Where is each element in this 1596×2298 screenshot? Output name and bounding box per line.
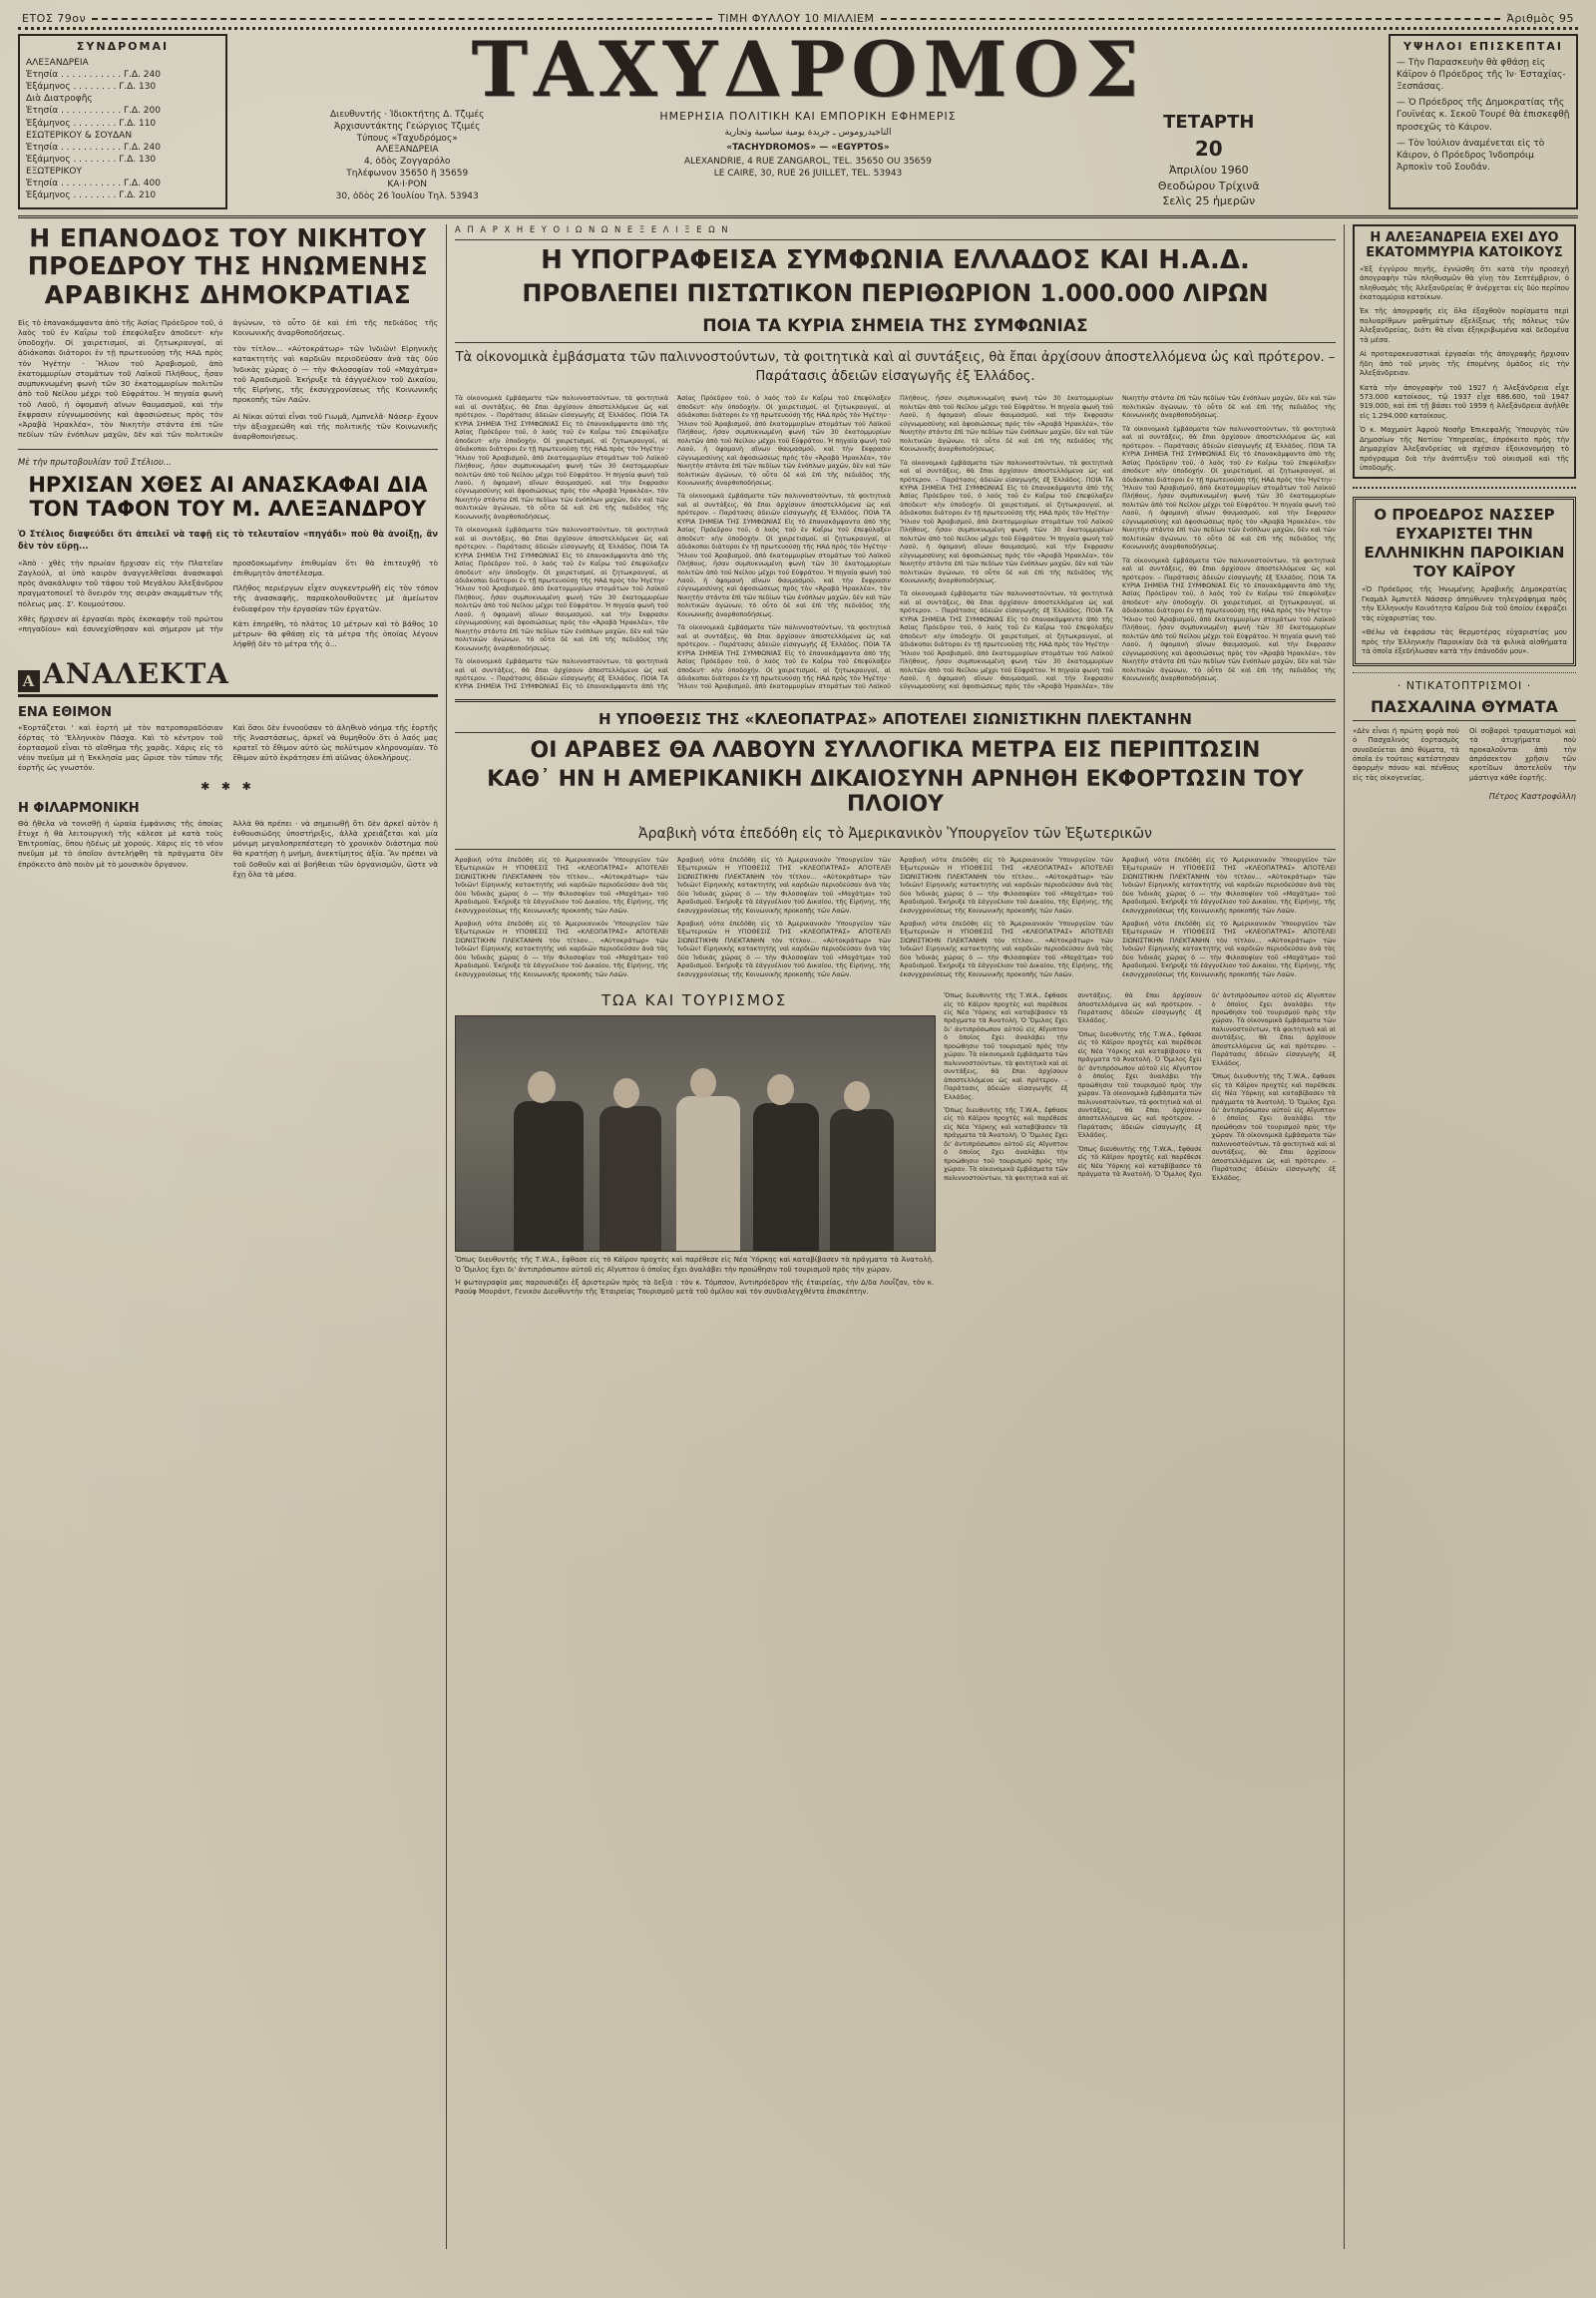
population-p2: Ἐκ τῆς ἀπογραφῆς εἰς ὅλα ἐξαχθοῦν πορίσματα περὶ πολυαρίθμων μαθημάτων ἐξελίξεως τῆς πόλεως τῶν Ἀλεξανδρείας, διότι θὰ εἶναι ἐξηκριβωμένα καὶ δεδομένα τὰ μέσα. xyxy=(1360,307,1569,344)
body-paragraph: Τὰ οἰκονομικὰ ἐμβάσματα τῶν παλιννοστούντων, τὰ φοιτητικὰ καὶ αἱ συντάξεις, θὰ ἔπαι ἀρχίσουν ἀποστελλόμενα ὡς καὶ πρότερον. – Παράτασις ἀδειῶν εἰσαγωγῆς ἐξ Ἑλλάδος. ΠΟΙΑ ΤΑ ΚΥΡΙΑ ΣΗΜΕΙΑ ΤΗΣ ΣΥΜΦΩΝΙΑΣ Εἰς τὸ ἐπανακάμψαντα ἀπὸ τῆς Ἀσίας Πρόεδρον τοῦ, ὁ λαὸς τοῦ ἐν Καΐρω τοῦ ἐπεφύλαξεν ἀποδευτ· κὴν ὑποδοχήν. Οἱ χαιρετισμοί, αἱ ζητωκραυγαί, αἱ ἀδιάκοπαι διάτοροι ἐν τῇ πρωτευούσῃ τῆς ΗΑΔ πρὸς τὸν Ἡγέτην · Ἥλιον τοῦ Ἀραβισμοῦ, ἀπὸ ἑκατομμυρίων στομάτων τοῦ Λαϊκοῦ Πλήθους, ἦσαν συμπυκνωμένη φωνὴ τῶν 30 ἑκατομμυρίων πολιτῶν ἀπὸ τοῦ Νείλου μέχρι τοῦ Εὐφράτου. Ἡ πηγαία φωνὴ τοῦ Λαοῦ, ἡ ὀψομανὴ αἴνων θαυμασμοῦ, καὶ τὴν ἔκφρασιν εὐγνωμοσύνης καὶ ἀφοσιώσεως πρὸς τὸν «Ἀραβὰ Ἡρακλέα», τὸν Νικητὴν στάντα ἐπὶ τῶν πεδίων τῶν ἐνόπλων μαχῶν, δὲν καὶ τῶν πολιτικῶν ἀγώνων, τὸ οὗτο δὲ καὶ ἐπὶ τῆς πεδιάδος τῆς Κοινωνικῆς ἀναρθοποδήσεως. xyxy=(677,492,891,618)
visitor-item: — Τὴν Παρασκευὴν θὰ φθάσῃ εἰς Κάϊρον ὁ Πρόεδρος τῆς Ἰν· Ἐσταχίας-Ξεσπάσας. xyxy=(1396,57,1566,93)
nasser-thanks-box xyxy=(1353,497,1576,665)
imprint-line: 4, ὁδὸς Ζογγαρόλο xyxy=(363,156,451,167)
body-paragraph: Ὅπως διευθυντὴς τῆς Τ.W.A., ἔφθασε εἰς τὸ Κάϊρον προχτὲς καὶ παρέθεσε εἰς Νέα Ὑόρκης καὶ καταβίβασεν τὰ πράγματα τὰ Ἀνατολὴ. Ὁ Ὅμιλος ἔχει δι' ἀντιπρόσωπον αὐτοῦ εἰς Αἴγυπτον ὁ ὁποῖος ἔχει ἀναλάβει τὴν προώθησιν τοῦ τουρισμοῦ πρὸς τὴν χώραν. Τὰ οἰκονομικὰ ἐμβάσματα τῶν παλιννοστούντων, τὰ φοιτητικὰ καὶ αἱ συντάξεις, θὰ ἔπαι ἀρχίσουν ἀποστελλόμενα ὡς καὶ πρότερον. – Παράτασις ἀδειῶν εἰσαγωγῆς ἐξ Ἑλλάδος. xyxy=(1211,1072,1336,1182)
excavation-body-1: «Ἀπὸ · χθὲς τὴν πρωίαν ἤρχισαν εἰς τὴν Πλατεῖαν Ζαγλούλ, αἱ ὑπὸ καιρὸν ἀναγγελθεῖσαι ἀνασκαφαὶ πρὸς ἀνακάλυψιν τοῦ τάφου τοῦ Μεγάλου Ἀλεξάνδρου πραγματοποιεῖ τὸ ὄνειρόν της σειρὰν σκαμμάτων τῆς πόλεως μας. Σ'. Κουμούτσου. xyxy=(18,558,223,608)
article-lead-sign: Αἱ Νίκαι αὐταὶ εἶναι τοῦ Γιωμᾶ, Λμπνελᾶ· Νάσερ· ἔχουν τὴν ἀξιοχρεώθη καὶ τῆς πολιτικῆς τῶν Κοινωνικῆς ἀναρθοποιήσεως. xyxy=(232,411,438,441)
headline-arabs-line2: ΚΑΘ᾽ ΗΝ Η ΑΜΕΡΙΚΑΝΙΚΗ ΔΙΚΑΙΟΣΥΝΗ ΑΡΝΗΘΗ ΕΚΦΟΡΤΩΣΙΝ ΤΟΥ ΠΛΟΙΟΥ xyxy=(487,767,1304,818)
analekta-section-2-title: Η ΦΙΛΑΡΜΟΝΙΚΗ xyxy=(18,800,140,816)
date-moon: Σελὶς 25 ἡμερῶν xyxy=(1162,194,1256,208)
kicker-agreement: Α Π Α Ρ Χ Η Ε Υ Ο Ι Ω Ν Ω Ν Ε Ξ Ε Λ Ι Ξ Ε Ω Ν xyxy=(455,223,730,234)
date-saint: Θεοδώρου Τρίχινᾶ xyxy=(1157,179,1260,192)
easter-p2: Οἱ σοβαροὶ τραυματισμοὶ καὶ τὰ ἀτυχήματα ποὺ προκαλοῦνται ἀπὸ τὴν ἀπρόσεκτον χρῆσιν τῶν κροτίδων ἀποτελοῦν τὴν μάστιγα κάθε ἑορτῆς. xyxy=(1469,726,1576,782)
price-label: ΤΙΜΗ ΦΥΛΛΟΥ 10 ΜΙΛΛΙΕΜ xyxy=(718,12,875,25)
imprint-line: Ἀρχισυντάκτης Γεώργιος Τζιμές xyxy=(333,121,481,132)
section-divider-stars: ✱ ✱ ✱ xyxy=(200,779,255,793)
address-cairo: LE CAIRE, 30, RUE 26 JUILLET, TEL. 53943 xyxy=(713,168,903,179)
divider-right xyxy=(881,18,1501,20)
column-feature-label: · ΝΤΙΚΑΤΟΠΤΡΙΣΜΟΙ · xyxy=(1396,678,1532,692)
body-paragraph: Ἀραβικὴ νότα ἐπεδόθη εἰς τὸ Ἀμερικανικὸν Ὑπουργεῖον τῶν Ἐξωτερικῶν Η ΥΠΟΘΕΣΙΣ ΤΗΣ «ΚΛΕΟΠΑΤΡΑΣ» ΑΠΟΤΕΛΕΙ ΣΙΩΝΙΣΤΙΚΗΝ ΠΛΕΚΤΑΝΗΝ τὸν τίτλον... «Αὐτοκράτωρ» τῶν Ἰνδιῶν! Εἰρηνικὴς κατακτητὴς ναὶ καρδιῶν περιοδεύσαν ἀνὰ τὰς δύο Ἰνδικὰς χώρας ὁ — τὴν Φιλοσοφίαν τοῦ «Μαχάτμα» τοῦ Ἀραδισμοῦ. Ἐκήρυξε τὰ ἐάγγυέλιον τοῦ Δικαίου, τῆς Εἰρήνης, τῆς ἐκσυγχρονίσεως τῆς Κοινωνικῆς προκοπῆς τῶν Λαῶν. xyxy=(455,919,668,978)
subscription-line: Ἑξάμηνος . . . . . . . . Γ.Δ. 130 xyxy=(26,82,157,93)
analekta-section-1-title: ΕΝΑ ΕΘΙΜΟΝ xyxy=(18,704,112,720)
subscription-line: Ἑξάμηνος . . . . . . . . Γ.Δ. 130 xyxy=(26,154,157,165)
excavation-body-3: Πλῆθος περιέργων εἶχεν συγκεντρωθῆ εἰς τὸν τόπον τῆς ἀνασκαφῆς, παρακολουθοῦντες μὲ ἀμείωτον ἐνδιαφέρον τὴν ἐργασίαν τῶν ἐργατῶν. xyxy=(232,583,438,613)
kicker-cleopatra: Η ΥΠΟΘΕΣΙΣ ΤΗΣ «ΚΛΕΟΠΑΤΡΑΣ» ΑΠΟΤΕΛΕΙ ΣΙΩΝΙΣΤΙΚΗΝ ΠΛΕΚΤΑΝΗΝ xyxy=(598,709,1192,728)
body-paragraph: Ὅπως διευθυντὴς τῆς Τ.W.A., ἔφθασε εἰς τὸ Κάϊρον προχτὲς καὶ παρέθεσε εἰς Νέα Ὑόρκης καὶ καταβίβασεν τὰ πράγματα τὰ Ἀνατολὴ. Ὁ Ὅμιλος ἔχει δι' ἀντιπρόσωπον αὐτοῦ εἰς Αἴγυπτον ὁ ὁποῖος ἔχει ἀναλάβει τὴν προώθησιν τοῦ τουρισμοῦ πρὸς τὴν χώραν. Τὰ οἰκονομικὰ ἐμβάσματα τῶν παλιννοστούντων, τὰ φοιτητικὰ καὶ αἱ συντάξεις, θὰ ἔπαι ἀρχίσουν ἀποστελλόμενα ὡς καὶ πρότερον. – Παράτασις ἀδειῶν εἰσαγωγῆς ἐξ Ἑλλάδος. xyxy=(1077,991,1336,1179)
latin-name: «TACHYDROMOS» — «EGYPTOS» xyxy=(726,143,890,154)
body-paragraph: Ἀραβικὴ νότα ἐπεδόθη εἰς τὸ Ἀμερικανικὸν Ὑπουργεῖον τῶν Ἐξωτερικῶν Η ΥΠΟΘΕΣΙΣ ΤΗΣ «ΚΛΕΟΠΑΤΡΑΣ» ΑΠΟΤΕΛΕΙ ΣΙΩΝΙΣΤΙΚΗΝ ΠΛΕΚΤΑΝΗΝ τὸν τίτλον... «Αὐτοκράτωρ» τῶν Ἰνδιῶν! Εἰρηνικὴς κατακτητὴς ναὶ καρδιῶν περιοδεύσαν ἀνὰ τὰς δύο Ἰνδικὰς χώρας ὁ — τὴν Φιλοσοφίαν τοῦ «Μαχάτμα» τοῦ Ἀραδισμοῦ. Ἐκήρυξε τὰ ἐάγγυέλιον τοῦ Δικαίου, τῆς Εἰρήνης, τῆς ἐκσυγχρονίσεως τῆς Κοινωνικῆς προκοπῆς τῶν Λαῶν. xyxy=(455,855,668,915)
body-paragraph: Ἀραβικὴ νότα ἐπεδόθη εἰς τὸ Ἀμερικανικὸν Ὑπουργεῖον τῶν Ἐξωτερικῶν Η ΥΠΟΘΕΣΙΣ ΤΗΣ «ΚΛΕΟΠΑΤΡΑΣ» ΑΠΟΤΕΛΕΙ ΣΙΩΝΙΣΤΙΚΗΝ ΠΛΕΚΤΑΝΗΝ τὸν τίτλον... «Αὐτοκράτωρ» τῶν Ἰνδιῶν! Εἰρηνικὴς κατακτητὴς ναὶ καρδιῶν περιοδεύσαν ἀνὰ τὰς δύο Ἰνδικὰς χώρας ὁ — τὴν Φιλοσοφίαν τοῦ «Μαχάτμα» τοῦ Ἀραδισμοῦ. Ἐκήρυξε τὰ ἐάγγυέλιον τοῦ Δικαίου, τῆς Εἰρήνης, τῆς ἐκσυγχρονίσεως τῆς Κοινωνικῆς προκοπῆς τῶν Λαῶν. xyxy=(677,855,891,915)
date-dayname: ΤΕΤΑΡΤΗ xyxy=(1163,112,1255,134)
photo-section-title: ΤΩΑ ΚΑΙ ΤΟΥΡΙΣΜΟΣ xyxy=(600,991,788,1010)
newspaper-title: ΤΑΧΥΔΡΟΜΟΣ xyxy=(471,25,1145,114)
subhead-agreement: ΠΟΙΑ ΤΑ ΚΥΡΙΑ ΣΗΜΕΙΑ ΤΗΣ ΣΥΜΦΩΝΙΑΣ xyxy=(702,315,1088,336)
alexandria-population-box xyxy=(1353,224,1576,480)
nasser-p2: «Θέλω νὰ ἐκφράσω τὰς θερμοτέρας εὐχαριστίας μου πρὸς τὴν Ἑλληνικὴν Παροικίαν διὰ τὰ φιλικὰ αἰσθήματα τὰ ὁποῖα ἐξεδήλωσαν κατὰ τὴν ἐπάνοδόν μου». xyxy=(1362,628,1567,656)
subscription-line: ΕΣΩΤΕΡΙΚΟΥ & ΣΟΥΔΑΝ xyxy=(26,130,133,141)
visitor-item: — Τὸν Ἰούλιον ἀναμένεται εἰς τὸ Κάιρον, ὁ Πρόεδρος Ἰνδοπρόιμ Ἀρποκὶν τοῦ Σουδάν. xyxy=(1396,138,1545,173)
body-paragraph: Τὰ οἰκονομικὰ ἐμβάσματα τῶν παλιννοστούντων, τὰ φοιτητικὰ καὶ αἱ συντάξεις, θὰ ἔπαι ἀρχίσουν ἀποστελλόμενα ὡς καὶ πρότερον. – Παράτασις ἀδειῶν εἰσαγωγῆς ἐξ Ἑλλάδος. ΠΟΙΑ ΤΑ ΚΥΡΙΑ ΣΗΜΕΙΑ ΤΗΣ ΣΥΜΦΩΝΙΑΣ Εἰς τὸ ἐπανακάμψαντα ἀπὸ τῆς Ἀσίας Πρόεδρον τοῦ, ὁ λαὸς τοῦ ἐν Καΐρω τοῦ ἐπεφύλαξεν ἀποδευτ· κὴν ὑποδοχήν. Οἱ χαιρετισμοί, αἱ ζητωκραυγαί, αἱ ἀδιάκοπαι διάτοροι ἐν τῇ πρωτευούσῃ τῆς ΗΑΔ πρὸς τὸν Ἡγέτην · Ἥλιον τοῦ Ἀραβισμοῦ, ἀπὸ ἑκατομμυρίων στομάτων τοῦ Λαϊκοῦ Πλήθους, ἦσαν συμπυκνωμένη φωνὴ τῶν 30 ἑκατομμυρίων πολιτῶν ἀπὸ τοῦ Νείλου μέχρι τοῦ Εὐφράτου. Ἡ πηγαία φωνὴ τοῦ Λαοῦ, ἡ ὀψομανὴ αἴνων θαυμασμοῦ, καὶ τὴν ἔκφρασιν εὐγνωμοσύνης καὶ ἀφοσιώσεως πρὸς τὸν «Ἀραβὰ Ἡρακλέα», τὸν Νικητὴν στάντα ἐπὶ τῶν πεδίων τῶν ἐνόπλων μαχῶν, δὲν καὶ τῶν πολιτικῶν ἀγώνων, τὸ οὗτο δὲ καὶ ἐπὶ τῆς πεδιάδος τῆς Κοινωνικῆς ἀναρθοποδήσεως. xyxy=(900,394,1336,691)
date-daynumber: 20 xyxy=(1194,137,1223,162)
photo-caption-2: Ἡ φωτογραφία μας παρουσιάζει ἐξ ἀριστερῶν πρὸς τὰ δεξιὰ : τὸν κ. Τόμπσον, Ἀντιπρόεδρον τῆς ἑταιρείας, τὴν Δ/δα Λουΐζαν, τὸν κ. Ραούφ Μουράντ, Γενικὸν Διευθυντὴν τῆς Ἑταιρείας Τουρισμοῦ μετὰ τοῦ ὁμίλου καὶ τὸν συνδιαλεγχθέντα ἐπισκέπτην. xyxy=(455,1279,935,1297)
visitor-item: — Ὁ Πρόεδρος τῆς Δημοκρατίας τῆς Γουϊνέας κ. Σεκοῦ Τουρέ θὰ ἐπισκεφθῇ προσεχῶς τὸ Κάιρον. xyxy=(1396,98,1570,133)
kicker-stelios: Μὲ τὴν πρωτοβουλίαν τοῦ Στέλιου... xyxy=(18,457,172,468)
subscription-line: ΑΛΕΞΑΝΔΡΕΙΑ xyxy=(26,57,89,68)
body-paragraph: Ἀραβικὴ νότα ἐπεδόθη εἰς τὸ Ἀμερικανικὸν Ὑπουργεῖον τῶν Ἐξωτερικῶν Η ΥΠΟΘΕΣΙΣ ΤΗΣ «ΚΛΕΟΠΑΤΡΑΣ» ΑΠΟΤΕΛΕΙ ΣΙΩΝΙΣΤΙΚΗΝ ΠΛΕΚΤΑΝΗΝ τὸν τίτλον... «Αὐτοκράτωρ» τῶν Ἰνδιῶν! Εἰρηνικὴς κατακτητὴς ναὶ καρδιῶν περιοδεύσαν ἀνὰ τὰς δύο Ἰνδικὰς χώρας ὁ — τὴν Φιλοσοφίαν τοῦ «Μαχάτμα» τοῦ Ἀραδισμοῦ. Ἐκήρυξε τὰ ἐάγγυέλιον τοῦ Δικαίου, τῆς Εἰρήνης, τῆς ἐκσυγχρονίσεως τῆς Κοινωνικῆς προκοπῆς τῶν Λαῶν. xyxy=(677,919,891,978)
excavation-body-4: Κάτι ἐπηρέθη, τὸ πλάτος 10 μέτρων καὶ τὸ βάθος 10 μέτρων· θὰ φθάσῃ εἰς τὰ μέτρα τῆς ὁποίας λέγουν λήφθῇ δὲν τὸ μέτρα τῆς ὁ... xyxy=(232,618,438,649)
date-monthyear: Ἀπριλίου 1960 xyxy=(1168,164,1249,178)
founder-block xyxy=(235,110,579,203)
issue-number: Ἀριθμὸς 95 xyxy=(1506,12,1575,25)
analekta-section-1-body: «Ἐορτάζεται ' καὶ ἑορτὴ μὲ τὸν πατροπαραδόσιαν ἑόρτας τὸ 'Ἑλληνικὸν Πάσχα. Καὶ τὸ κέντρον τοῦ ἑορτασμοῦ εἶναι τὸ αἴσθημα τῆς χαρᾶς. Χάρις εἰς τὸ νέον πνεῦμα μὲ ἡ Ἐκκλησία μας ὥρισε τὸν τύπον τῆς ἑορτῆς ὡς γνωστόν. xyxy=(18,722,223,773)
analekta-section-2-body: Θὰ ἤθελα νὰ τονισθῇ ἡ ὡραία ἐμφάνισις τῆς ὁποίας ἔτυχε ἡ θὰ λειτουργικὴ τῆς κάλεσε μὲ κατὰ τοὺς Ἐπιτροπίας, ὅπου ἡδέως μὲ χορούς. Χάρις εἰς τὸ νέον πνεῦμα μὲ τὸ ὁποῖον ἀντελήφθη τὰ πράγματα δὲν ἐπρόκειτο ἀπὸ ποιὸν μὲ τὸ μουσικὸν ὄργανον. xyxy=(18,818,223,869)
date-box xyxy=(1037,110,1381,208)
subscriptions-box xyxy=(18,34,227,209)
body-paragraph: Τὰ οἰκονομικὰ ἐμβάσματα τῶν παλιννοστούντων, τὰ φοιτητικὰ καὶ αἱ συντάξεις, θὰ ἔπαι ἀρχίσουν ἀποστελλόμενα ὡς καὶ πρότερον. – Παράτασις ἀδειῶν εἰσαγωγῆς ἐξ Ἑλλάδος. ΠΟΙΑ ΤΑ ΚΥΡΙΑ ΣΗΜΕΙΑ ΤΗΣ ΣΥΜΦΩΝΙΑΣ Εἰς τὸ ἐπανακάμψαντα ἀπὸ τῆς Ἀσίας Πρόεδρον τοῦ, ὁ λαὸς τοῦ ἐν Καΐρω τοῦ ἐπεφύλαξεν ἀποδευτ· κὴν ὑποδοχήν. Οἱ χαιρετισμοί, αἱ ζητωκραυγαί, αἱ ἀδιάκοπαι διάτοροι ἐν τῇ πρωτευούσῃ τῆς ΗΑΔ πρὸς τὸν Ἡγέτην · Ἥλιον τοῦ Ἀραβισμοῦ, ἀπὸ ἑκατομμυρίων στομάτων τοῦ Λαϊκοῦ Πλήθους, ἦσαν συμπυκνωμένη φωνὴ τῶν 30 ἑκατομμυρίων πολιτῶν ἀπὸ τοῦ Νείλου μέχρι τοῦ Εὐφράτου. Ἡ πηγαία φωνὴ τοῦ Λαοῦ, ἡ ὀψομανὴ αἴνων θαυμασμοῦ, καὶ τὴν ἔκφρασιν εὐγνωμοσύνης καὶ ἀφοσιώσεως πρὸς τὸν «Ἀραβὰ Ἡρακλέα», τὸν Νικητὴν στάντα ἐπὶ τῶν πεδίων τῶν ἐνόπλων μαχῶν, δὲν καὶ τῶν πολιτικῶν ἀγώνων, τὸ οὗτο δὲ καὶ ἐπὶ τῆς πεδιάδος τῆς Κοινωνικῆς ἀναρθοποδήσεως. xyxy=(900,458,1113,584)
subhead-excavations: Ὁ Στέλιος διαψεύδει ὅτι ἀπειλεῖ νὰ ταφῇ εἰς τὸ τελευταῖον «πηγάδι» ποὺ θὰ ἀνοίξῃ, ἂν δὲν τὸν εὕρῃ... xyxy=(18,529,438,552)
body-paragraph: Τὰ οἰκονομικὰ ἐμβάσματα τῶν παλιννοστούντων, τὰ φοιτητικὰ καὶ αἱ συντάξεις, θὰ ἔπαι ἀρχίσουν ἀποστελλόμενα ὡς καὶ πρότερον. – Παράτασις ἀδειῶν εἰσαγωγῆς ἐξ Ἑλλάδος. ΠΟΙΑ ΤΑ ΚΥΡΙΑ ΣΗΜΕΙΑ ΤΗΣ ΣΥΜΦΩΝΙΑΣ Εἰς τὸ ἐπανακάμψαντα ἀπὸ τῆς Ἀσίας Πρόεδρον τοῦ, ὁ λαὸς τοῦ ἐν Καΐρω τοῦ ἐπεφύλαξεν ἀποδευτ· κὴν ὑποδοχήν. Οἱ χαιρετισμοί, αἱ ζητωκραυγαί, αἱ ἀδιάκοπαι διάτοροι ἐν τῇ πρωτευούσῃ τῆς ΗΑΔ πρὸς τὸν Ἡγέτην · Ἥλιον τοῦ Ἀραβισμοῦ, ἀπὸ ἑκατομμυρίων στομάτων τοῦ Λαϊκοῦ Πλήθους, ἦσαν συμπυκνωμένη φωνὴ τῶν 30 ἑκατομμυρίων πολιτῶν ἀπὸ τοῦ Νείλου μέχρι τοῦ Εὐφράτου. Ἡ πηγαία φωνὴ τοῦ Λαοῦ, ἡ ὀψομανὴ αἴνων θαυμασμοῦ, καὶ τὴν ἔκφρασιν εὐγνωμοσύνης καὶ ἀφοσιώσεως πρὸς τὸν «Ἀραβὰ Ἡρακλέα», τὸν Νικητὴν στάντα ἐπὶ τῶν πεδίων τῶν ἐνόπλων μαχῶν, δὲν καὶ τῶν πολιτικῶν ἀγώνων, τὸ οὗτο δὲ καὶ ἐπὶ τῆς πεδιάδος τῆς Κοινωνικῆς ἀναρθοποδήσεως. xyxy=(455,394,668,521)
headline-population: Η ΑΛΕΞΑΝΔΡΕΙΑ ΕΧΕΙ ΔΥΟ ΕΚΑΤΟΜΜΥΡΙΑ ΚΑΤΟΙΚΟΥΣ xyxy=(1366,229,1563,261)
headline-excavations: ΗΡΧΙΣΑΝ ΧΘΕΣ ΑΙ ΑΝΑΣΚΑΦΑΙ ΔΙΑ ΤΟΝ ΤΑΦΟΝ ΤΟΥ Μ. ΑΛΕΞΑΝΔΡΟΥ xyxy=(28,472,428,522)
subhead-arabs: Ἀραβικὴ νότα ἐπεδόθη εἰς τὸ Ἀμερικανικὸν Ὑπουργεῖον τῶν Ἐξωτερικῶν xyxy=(638,825,1152,842)
press-photo xyxy=(455,1015,936,1252)
body-paragraph: Τὰ οἰκονομικὰ ἐμβάσματα τῶν παλιννοστούντων, τὰ φοιτητικὰ καὶ αἱ συντάξεις, θὰ ἔπαι ἀρχίσουν ἀποστελλόμενα ὡς καὶ πρότερον. – Παράτασις ἀδειῶν εἰσαγωγῆς ἐξ Ἑλλάδος. ΠΟΙΑ ΤΑ ΚΥΡΙΑ ΣΗΜΕΙΑ ΤΗΣ ΣΥΜΦΩΝΙΑΣ Εἰς τὸ ἐπανακάμψαντα ἀπὸ τῆς Ἀσίας Πρόεδρον τοῦ, ὁ λαὸς τοῦ ἐν Καΐρω τοῦ ἐπεφύλαξεν ἀποδευτ· κὴν ὑποδοχήν. Οἱ χαιρετισμοί, αἱ ζητωκραυγαί, αἱ ἀδιάκοπαι διάτοροι ἐν τῇ πρωτευούσῃ τῆς ΗΑΔ πρὸς τὸν Ἡγέτην · Ἥλιον τοῦ Ἀραβισμοῦ, ἀπὸ ἑκατομμυρίων στομάτων τοῦ Λαϊκοῦ Πλήθους, ἦσαν συμπυκνωμένη φωνὴ τῶν 30 ἑκατομμυρίων πολιτῶν ἀπὸ τοῦ Νείλου μέχρι τοῦ Εὐφράτου. Ἡ πηγαία φωνὴ τοῦ Λαοῦ, ἡ ὀψομανὴ αἴνων θαυμασμοῦ, καὶ τὴν ἔκφρασιν εὐγνωμοσύνης καὶ ἀφοσιώσεως πρὸς τὸν «Ἀραβὰ Ἡρακλέα», τὸν Νικητὴν στάντα ἐπὶ τῶν πεδίων τῶν ἐνόπλων μαχῶν, δὲν καὶ τῶν πολιτικῶν ἀγώνων, τὸ οὗτο δὲ καὶ ἐπὶ τῆς πεδιάδος τῆς Κοινωνικῆς ἀναρθοποδήσεως. xyxy=(455,394,891,691)
subscription-line: Ἑξάμηνος . . . . . . . . Γ.Δ. 210 xyxy=(26,191,157,201)
body-paragraph: Ὅπως διευθυντὴς τῆς Τ.W.A., ἔφθασε εἰς τὸ Κάϊρον προχτὲς καὶ παρέθεσε εἰς Νέα Ὑόρκης καὶ καταβίβασεν τὰ πράγματα τὰ Ἀνατολὴ. Ὁ Ὅμιλος ἔχει δι' ἀντιπρόσωπον αὐτοῦ εἰς Αἴγυπτον ὁ ὁποῖος ἔχει ἀναλάβει τὴν προώθησιν τοῦ τουρισμοῦ πρὸς τὴν χώραν. Τὰ οἰκονομικὰ ἐμβάσματα τῶν παλιννοστούντων, τὰ φοιτητικὰ καὶ αἱ συντάξεις, θὰ ἔπαι ἀρχίσουν ἀποστελλόμενα ὡς καὶ πρότερον. – Παράτασις ἀδειῶν εἰσαγωγῆς ἐξ Ἑλλάδος. xyxy=(944,991,1068,1101)
body-paragraph: Ἀραβικὴ νότα ἐπεδόθη εἰς τὸ Ἀμερικανικὸν Ὑπουργεῖον τῶν Ἐξωτερικῶν Η ΥΠΟΘΕΣΙΣ ΤΗΣ «ΚΛΕΟΠΑΤΡΑΣ» ΑΠΟΤΕΛΕΙ ΣΙΩΝΙΣΤΙΚΗΝ ΠΛΕΚΤΑΝΗΝ τὸν τίτλον... «Αὐτοκράτωρ» τῶν Ἰνδιῶν! Εἰρηνικὴς κατακτητὴς ναὶ καρδιῶν περιοδεύσαν ἀνὰ τὰς δύο Ἰνδικὰς χώρας ὁ — τὴν Φιλοσοφίαν τοῦ «Μαχάτμα» τοῦ Ἀραδισμοῦ. Ἐκήρυξε τὰ ἐάγγυέλιον τοῦ Δικαίου, τῆς Εἰρήνης, τῆς ἐκσυγχρονίσεως τῆς Κοινωνικῆς προκοπῆς τῶν Λαῶν. xyxy=(900,919,1113,978)
visitors-title: ΥΨΗΛΟΙ ΕΠΙΣΚΕΠΤΑΙ xyxy=(1403,40,1563,53)
analekta-section-1-body-2: Καὶ ὅσοι δὲν ἐννοοῦσαν τὸ ἀληθινὸ νόημα τῆς ἑορτῆς τῆς Ἀναστάσεως, ἀρκεῖ νὰ θυμηθοῦν ὅτι ὁ λαός μας κρατεῖ τὸ ἔθιμον αὐτὸ ὡς πολύτιμον κληρονομίαν. Τὸ ἔθιμον αὐτὸ ἐκράτησεν ἐπὶ αἰῶνας ὁλοκλήρους. xyxy=(232,722,438,763)
imprint-line: 30, ὁδὸς 26 Ἰουλίου Τηλ. 53943 xyxy=(335,192,479,201)
article-lead-left: Εἰς τὸ ἐπανακάμψαντα ἀπὸ τῆς Ἀσίας Πρόεδρον τοῦ, ὁ λαὸς τοῦ ἐν Καΐρω τοῦ ἐπεφύλαξεν ἀποδευτ· κὴν ὑποδοχήν. Οἱ χαιρετισμοί, αἱ ζητωκραυγαί, αἱ ἀδιάκοπαι διάτοροι ἐν τῇ πρωτευούσῃ τῆς ΗΑΔ πρὸς τὸν Ἡγέτην · Ἥλιον τοῦ Ἀραβισμοῦ, ἀπὸ ἑκατομμυρίων στομάτων τοῦ Λαϊκοῦ Πλήθους, ἦσαν συμπυκνωμένη φωνὴ τῶν 30 ἑκατομμυρίων πολιτῶν ἀπὸ τοῦ Νείλου μέχρι τοῦ Εὐφράτου. Ἡ πηγαία φωνὴ τοῦ Λαοῦ, ἡ ὀψομανὴ αἴνων θαυμασμοῦ, καὶ τὴν ἔκφρασιν εὐγνωμοσύνης καὶ ἀφοσιώσεως πρὸς τὸν «Ἀραβὰ Ἡρακλέα», τὸν Νικητὴν στάντα ἐπὶ τῶν πεδίων τῶν ἐνόπλων μαχῶν, δὲν καὶ τῶν πολιτικῶν ἀγώνων, τὸ οὗτο δὲ καὶ ἐπὶ τῆς πεδιάδος τῆς Κοινωνικῆς ἀναρθοποδήσεως. xyxy=(18,317,438,440)
analekta-masthead xyxy=(18,657,438,697)
column-right xyxy=(1345,224,1576,2249)
subscription-line: Ἐτησία . . . . . . . . . . . Γ.Δ. 200 xyxy=(26,106,161,117)
headline-easter-victims: ΠΑΣΧΑΛΙΝΑ ΘΥΜΑΤΑ xyxy=(1371,696,1558,716)
subscription-line: ΕΞΩΤΕΡΙΚΟΥ xyxy=(26,167,82,178)
population-p1: «Ἐξ ἐγγύρου πηγῆς, ἐγνώσθη ὅτι κατὰ τὴν προσεχῆ ἀπογραφὴν τῶν πληθυσμῶν θὰ γίνῃ τὸν Σεπτέμβριον, ὁ πληθυσμὸς τῆς Ἀλεξανδρείας θ' ἀνέρχεται εἰς δύο περίπου ἑκατομμύρια κατοίκων. xyxy=(1360,264,1569,302)
imprint-line: ΑΛΕΞΑΝΔΡΕΙΑ xyxy=(375,145,439,156)
body-paragraph: Τὰ οἰκονομικὰ ἐμβάσματα τῶν παλιννοστούντων, τὰ φοιτητικὰ καὶ αἱ συντάξεις, θὰ ἔπαι ἀρχίσουν ἀποστελλόμενα ὡς καὶ πρότερον. – Παράτασις ἀδειῶν εἰσαγωγῆς ἐξ Ἑλλάδος. ΠΟΙΑ ΤΑ ΚΥΡΙΑ ΣΗΜΕΙΑ ΤΗΣ ΣΥΜΦΩΝΙΑΣ Εἰς τὸ ἐπανακάμψαντα ἀπὸ τῆς Ἀσίας Πρόεδρον τοῦ, ὁ λαὸς τοῦ ἐν Καΐρω τοῦ ἐπεφύλαξεν ἀποδευτ· κὴν ὑποδοχήν. Οἱ χαιρετισμοί, αἱ ζητωκραυγαί, αἱ ἀδιάκοπαι διάτοροι ἐν τῇ πρωτευούσῃ τῆς ΗΑΔ πρὸς τὸν Ἡγέτην · Ἥλιον τοῦ Ἀραβισμοῦ, ἀπὸ ἑκατομμυρίων στομάτων τοῦ Λαϊκοῦ Πλήθους, ἦσαν συμπυκνωμένη φωνὴ τῶν 30 ἑκατομμυρίων πολιτῶν ἀπὸ τοῦ Νείλου μέχρι τοῦ Εὐφράτου. Ἡ πηγαία φωνὴ τοῦ Λαοῦ, ἡ ὀψομανὴ αἴνων θαυμασμοῦ, καὶ τὴν ἔκφρασιν εὐγνωμοσύνης καὶ ἀφοσιώσεως πρὸς τὸν «Ἀραβὰ Ἡρακλέα», τὸν Νικητὴν στάντα ἐπὶ τῶν πεδίων τῶν ἐνόπλων μαχῶν, δὲν καὶ τῶν πολιτικῶν ἀγώνων, τὸ οὗτο δὲ καὶ ἐπὶ τῆς πεδιάδος τῆς Κοινωνικῆς ἀναρθοποδήσεως. xyxy=(1122,556,1336,682)
arabs-body xyxy=(455,856,1336,983)
imprint-line: Τύπους «Ταχυδρόμος» xyxy=(356,133,458,144)
body-paragraph: Ὅπως διευθυντὴς τῆς Τ.W.A., ἔφθασε εἰς τὸ Κάϊρον προχτὲς καὶ παρέθεσε εἰς Νέα Ὑόρκης καὶ καταβίβασεν τὰ πράγματα τὰ Ἀνατολὴ. Ὁ Ὅμιλος ἔχει δι' ἀντιπρόσωπον αὐτοῦ εἰς Αἴγυπτον ὁ ὁποῖος ἔχει ἀναλάβει τὴν προώθησιν τοῦ τουρισμοῦ πρὸς τὴν χώραν. Τὰ οἰκονομικὰ ἐμβάσματα τῶν παλιννοστούντων, τὰ φοιτητικὰ καὶ αἱ συντάξεις, θὰ ἔπαι ἀρχίσουν ἀποστελλόμενα ὡς καὶ πρότερον. – Παράτασις ἀδειῶν εἰσαγωγῆς ἐξ Ἑλλάδος. xyxy=(1077,1029,1202,1140)
visitors-box xyxy=(1389,34,1578,209)
address-alexandria: ALEXANDRIE, 4 RUE ZANGAROL, TEL. 35650 OU 35659 xyxy=(684,156,932,167)
body-paragraph: Τὰ οἰκονομικὰ ἐμβάσματα τῶν παλιννοστούντων, τὰ φοιτητικὰ καὶ αἱ συντάξεις, θὰ ἔπαι ἀρχίσουν ἀποστελλόμενα ὡς καὶ πρότερον. – Παράτασις ἀδειῶν εἰσαγωγῆς ἐξ Ἑλλάδος. ΠΟΙΑ ΤΑ ΚΥΡΙΑ ΣΗΜΕΙΑ ΤΗΣ ΣΥΜΦΩΝΙΑΣ Εἰς τὸ ἐπανακάμψαντα ἀπὸ τῆς Ἀσίας Πρόεδρον τοῦ, ὁ λαὸς τοῦ ἐν Καΐρω τοῦ ἐπεφύλαξεν ἀποδευτ· κὴν ὑποδοχήν. Οἱ χαιρετισμοί, αἱ ζητωκραυγαί, αἱ ἀδιάκοπαι διάτοροι ἐν τῇ πρωτευούσῃ τῆς ΗΑΔ πρὸς τὸν Ἡγέτην · Ἥλιον τοῦ Ἀραβισμοῦ, ἀπὸ ἑκατομμυρίων στομάτων τοῦ Λαϊκοῦ Πλήθους, ἦσαν συμπυκνωμένη φωνὴ τῶν 30 ἑκατομμυρίων πολιτῶν ἀπὸ τοῦ Νείλου μέχρι τοῦ Εὐφράτου. Ἡ πηγαία φωνὴ τοῦ Λαοῦ, ἡ ὀψομανὴ αἴνων θαυμασμοῦ, καὶ τὴν ἔκφρασιν εὐγνωμοσύνης καὶ ἀφοσιώσεως πρὸς τὸν «Ἀραβὰ Ἡρακλέα», τὸν Νικητὴν στάντα ἐπὶ τῶν πεδίων τῶν ἐνόπλων μαχῶν, δὲν καὶ τῶν πολιτικῶν ἀγώνων, τὸ οὗτο δὲ καὶ ἐπὶ τῆς πεδιάδος τῆς Κοινωνικῆς ἀναρθοποδήσεως. xyxy=(1122,424,1336,552)
imprint-line: ΚΑ·Ι·ΡΟΝ xyxy=(387,180,428,191)
headline-agreement-line2: ΠΡΟΒΛΕΠΕΙ ΠΙΣΤΩΤΙΚΟΝ ΠΕΡΙΘΩΡΙΟΝ 1.000.000 ΛΙΡΩΝ xyxy=(522,279,1269,308)
body-paragraph: Ἀραβικὴ νότα ἐπεδόθη εἰς τὸ Ἀμερικανικὸν Ὑπουργεῖον τῶν Ἐξωτερικῶν Η ΥΠΟΘΕΣΙΣ ΤΗΣ «ΚΛΕΟΠΑΤΡΑΣ» ΑΠΟΤΕΛΕΙ ΣΙΩΝΙΣΤΙΚΗΝ ΠΛΕΚΤΑΝΗΝ τὸν τίτλον... «Αὐτοκράτωρ» τῶν Ἰνδιῶν! Εἰρηνικὴς κατακτητὴς ναὶ καρδιῶν περιοδεύσαν ἀνὰ τὰς δύο Ἰνδικὰς χώρας ὁ — τὴν Φιλοσοφίαν τοῦ «Μαχάτμα» τοῦ Ἀραδισμοῦ. Ἐκήρυξε τὰ ἐάγγυέλιον τοῦ Δικαίου, τῆς Εἰρήνης, τῆς ἐκσυγχρονίσεως τῆς Κοινωνικῆς προκοπῆς τῶν Λαῶν. xyxy=(1122,919,1336,978)
headline-nasser-thanks: Ο ΠΡΟΕΔΡΟΣ ΝΑΣΣΕΡ ΕΥΧΑΡΙΣΤΕΙ ΤΗΝ ΕΛΛΗΝΙΚΗΝ ΠΑΡΟΙΚΙΑΝ ΤΟΥ ΚΑΪΡΟΥ xyxy=(1364,506,1565,580)
analekta-section-2-body-2: Ἀλλὰ θὰ πρέπει · νὰ σημειωθῇ ὅτι δὲν ἀρκεῖ αὐτὸν ἡ ἐνθουσιώδης ὑποστήριξις, ἀλλὰ χρειάζεται καὶ μία μόνιμη μεγαλοπρεπέστερη τὸ χρονικὸν διάστημα ποὺ θὰ κρατήσῃ ἡ μνήμη, ἀνεκτίμητος ἀξία. Ἂν πρέπει νὰ τοῦ δοθοῦν καὶ αἱ βοήθειαι τῶν ὀργανισμῶν, ὥστε νὰ ἔχῃ ὅλα τὰ μέσα. xyxy=(232,818,438,879)
newspaper-subtitle: ΗΜΕΡΗΣΙΑ ΠΟΛΙΤΙΚΗ ΚΑΙ ΕΜΠΟΡΙΚΗ ΕΦΗΜΕΡΙΣ xyxy=(659,110,957,124)
arabic-title: التاخيدروموس ـ جريدة يومية سياسية وتجارية xyxy=(724,128,892,139)
body-paragraph: Τὰ οἰκονομικὰ ἐμβάσματα τῶν παλιννοστούντων, τὰ φοιτητικὰ καὶ αἱ συντάξεις, θὰ ἔπαι ἀρχίσουν ἀποστελλόμενα ὡς καὶ πρότερον. – Παράτασις ἀδειῶν εἰσαγωγῆς ἐξ Ἑλλάδος. ΠΟΙΑ ΤΑ ΚΥΡΙΑ ΣΗΜΕΙΑ ΤΗΣ ΣΥΜΦΩΝΙΑΣ Εἰς τὸ ἐπανακάμψαντα ἀπὸ τῆς Ἀσίας Πρόεδρον τοῦ, ὁ λαὸς τοῦ ἐν Καΐρω τοῦ ἐπεφύλαξεν ἀποδευτ· κὴν ὑποδοχήν. Οἱ χαιρετισμοί, αἱ ζητωκραυγαί, αἱ ἀδιάκοπαι διάτοροι ἐν τῇ πρωτευούσῃ τῆς ΗΑΔ πρὸς τὸν Ἡγέτην · Ἥλιον τοῦ Ἀραβισμοῦ, ἀπὸ ἑκατομμυρίων στομάτων τοῦ Λαϊκοῦ Πλήθους, ἦσαν συμπυκνωμένη φωνὴ τῶν 30 ἑκατομμυρίων πολιτῶν ἀπὸ τοῦ Νείλου μέχρι τοῦ Εὐφράτου. Ἡ πηγαία φωνὴ τοῦ Λαοῦ, ἡ ὀψομανὴ αἴνων θαυμασμοῦ, καὶ τὴν ἔκφρασιν εὐγνωμοσύνης καὶ ἀφοσιώσεως πρὸς τὸν «Ἀραβὰ Ἡρακλέα», τὸν Νικητὴν στάντα ἐπὶ τῶν πεδίων τῶν ἐνόπλων μαχῶν, δὲν καὶ τῶν πολιτικῶν ἀγώνων, τὸ οὗτο δὲ καὶ ἐπὶ τῆς πεδιάδος τῆς Κοινωνικῆς ἀναρθοποδήσεως. xyxy=(677,394,1113,691)
subscriptions-title: ΣΥΝΔΡΟΜΑΙ xyxy=(76,40,170,53)
subscription-line: Ἐτησία . . . . . . . . . . . Γ.Δ. 240 xyxy=(26,142,161,153)
excavation-body-2: Χθὲς ἤρχισεν αἱ ἐργασίαι πρὸς ἐκσκαφὴν τοῦ πρώτου «πηγαδίου» καὶ ἐσυνεχίσθησαν καὶ σήμερον μὲ τὴν προσδοκωμένην ἐπιθυμίαν ὅτι θὰ ἐπιτευχθῇ τὸ ἐπιθυμητὸν ἀποτέλεσμα. xyxy=(18,558,438,634)
imprint-line: Διευθυντής · Ἰδιοκτήτης Δ. Τζιμές xyxy=(330,110,485,121)
imprint-line: Τηλέφωνον 35650 ἢ 35659 xyxy=(346,168,469,179)
headline-return-of-president: Η ΕΠΑΝΟΔΟΣ ΤΟΥ ΝΙΚΗΤΟΥ ΠΡΟΕΔΡΟΥ ΤΗΣ ΗΝΩΜΕΝΗΣ ΑΡΑΒΙΚΗΣ ΔΗΜΟΚΡΑΤΙΑΣ xyxy=(27,222,429,310)
population-p5: Ὁ κ. Μαχμοὺτ Ἀφροὺ Νοσῆρ Ἐπικεφαλῆς Ὑπουργὸς τῶν Δημοσίων τῆς Νοτίου Ὑπηρεσίας, ἐπρόκειτο πρὸς τὴν Δημαρχίαν Ἀλεξανδρείας νὰ σχέσιον ἐξοικονομήσῃ τὸ πρόγραμμα διὰ τὴν ἀνάπτυξιν τοῦ οἰκισμοῦ καὶ τῆς ὑποδομῆς. xyxy=(1360,426,1569,473)
headline-arabs-line1: ΟΙ ΑΡΑΒΕΣ ΘΑ ΛΑΒΟΥΝ ΣΥΛΛΟΓΙΚΑ ΜΕΤΡΑ ΕΙΣ ΠΕΡΙΠΤΩΣΙΝ xyxy=(530,737,1261,763)
agreement-body xyxy=(455,394,1336,690)
nasser-p1: «Ὁ Πρόεδρος τῆς Ἡνωμένης Ἀραβικῆς Δημοκρατίας Γκαμὰλ Ἀμπντὲλ Νάσσερ ἀπηύθυνεν τηλεγράφημα πρὸς τὴν Ἑλληνικὴν Κοινότητα Καΐρου διὰ τοῦ ὁποίου ἐκφράζει τὰς εὐχαριστίας του. xyxy=(1362,585,1567,622)
agreement-lead: Τὰ οἰκονομικὰ ἐμβάσματα τῶν παλιννοστούντων, τὰ φοιτητικὰ καὶ αἱ συντάξεις, θὰ ἔπαι ἀρχίσουν ἀποστελλόμενα ὡς καὶ πρότερον. – Παράτασις ἀδειῶν εἰσαγωγῆς ἐξ Ἑλλάδος. xyxy=(455,349,1336,384)
year-label: ΕΤΟΣ 79ον xyxy=(22,12,87,25)
easter-p1: «Δὲν εἶναι ἡ πρώτη φορὰ ποὺ ὁ Πασχαλινὸς ἑορτασμὸς συνοδεύεται ἀπὸ θύματα, τὰ ὁποῖα ἐν τούτοις κατέστησαν ἀφορμὴν πόνου καὶ πένθους εἰς τὰς οἰκογενείας. xyxy=(1353,726,1459,782)
analekta-title: ΑΝΑΛΕΚΤΑ xyxy=(43,656,230,690)
headline-agreement-line1: Η ΥΠΟΓΡΑΦΕΙΣΑ ΣΥΜΦΩΝΙΑ ΕΛΛΑΔΟΣ ΚΑΙ Η.Α.Δ. xyxy=(541,245,1250,276)
article-lead-right: τὸν τίτλον... «Αὐτοκράτωρ» τῶν Ἰνδιῶν! Εἰρηνικὴς κατακτητὴς ναὶ καρδιῶν περιοδεύσαν ἀνὰ τὰς δύο Ἰνδικὰς χώρας ὁ — τὴν Φιλοσοφίαν τοῦ «Μαχάτμα» τοῦ Ἀραδισμοῦ. Ἐκήρυξε τὰ ἐάγγυέλιον τοῦ Δικαίου, τῆς Εἰρήνης, τῆς ἐκσυγχρονίσεως τῆς Κοινωνικῆς προκοπῆς τῶν Λαῶν. xyxy=(232,344,438,405)
population-p4: Κατὰ τὴν ἀπογραφὴν τοῦ 1927 ἡ Ἀλεξάνδρεια εἶχε 573.000 κατοίκους, τῷ 1937 εἶχε 686.600, τοῦ 1947 919.000, καὶ ἐπὶ τῇ βάσει τοῦ 1959 ἡ Ἀλεξάνδρεια ἀνῆλθε εἰς 1.294.000 κατοίκους. xyxy=(1360,383,1569,420)
subscription-line: Ἐτησία . . . . . . . . . . . Γ.Δ. 400 xyxy=(26,179,161,190)
subscription-line: Ἑξάμηνος . . . . . . . . Γ.Δ. 110 xyxy=(26,118,157,129)
column-center xyxy=(447,224,1345,2249)
photo-side-text xyxy=(944,991,1336,1298)
page-body xyxy=(18,215,1578,2249)
masthead-identity xyxy=(579,110,1036,180)
body-paragraph: Ὅπως διευθυντὴς τῆς Τ.W.A., ἔφθασε εἰς τὸ Κάϊρον προχτὲς καὶ παρέθεσε εἰς Νέα Ὑόρκης καὶ καταβίβασεν τὰ πράγματα τὰ Ἀνατολὴ. Ὁ Ὅμιλος ἔχει δι' ἀντιπρόσωπον αὐτοῦ εἰς Αἴγυπτον ὁ ὁποῖος ἔχει ἀναλάβει τὴν προώθησιν τοῦ τουρισμοῦ πρὸς τὴν χώραν. Τὰ οἰκονομικὰ ἐμβάσματα τῶν παλιννοστούντων, τὰ φοιτητικὰ καὶ αἱ συντάξεις, θὰ ἔπαι ἀρχίσουν ἀποστελλόμενα ὡς καὶ πρότερον. – Παράτασις ἀδειῶν εἰσαγωγῆς ἐξ Ἑλλάδος. xyxy=(944,991,1202,1182)
divider-left xyxy=(92,18,712,20)
column-signature: Πέτρος Καστροφύλλη xyxy=(1488,791,1576,801)
subscription-line: Ἐτησία . . . . . . . . . . . Γ.Δ. 240 xyxy=(26,69,161,80)
column-left xyxy=(18,224,447,2249)
body-paragraph: Ἀραβικὴ νότα ἐπεδόθη εἰς τὸ Ἀμερικανικὸν Ὑπουργεῖον τῶν Ἐξωτερικῶν Η ΥΠΟΘΕΣΙΣ ΤΗΣ «ΚΛΕΟΠΑΤΡΑΣ» ΑΠΟΤΕΛΕΙ ΣΙΩΝΙΣΤΙΚΗΝ ΠΛΕΚΤΑΝΗΝ τὸν τίτλον... «Αὐτοκράτωρ» τῶν Ἰνδιῶν! Εἰρηνικὴς κατακτητὴς ναὶ καρδιῶν περιοδεύσαν ἀνὰ τὰς δύο Ἰνδικὰς χώρας ὁ — τὴν Φιλοσοφίαν τοῦ «Μαχάτμα» τοῦ Ἀραδισμοῦ. Ἐκήρυξε τὰ ἐάγγυέλιον τοῦ Δικαίου, τῆς Εἰρήνης, τῆς ἐκσυγχρονίσεως τῆς Κοινωνικῆς προκοπῆς τῶν Λαῶν. xyxy=(900,855,1113,915)
masthead xyxy=(18,25,1578,209)
subscription-line: Διὰ Διατροφῆς xyxy=(26,94,93,105)
population-p3: Αἱ προταρακευαστικαὶ ἐργασίαι τῆς ἀπογραφῆς ἤρχισαν ἤδη ἀπὸ τοῦ μηνὸς τῆς ἑπομένης ὁμάδος εἰς τὴν Ἀλεξάνδρειαν. xyxy=(1360,350,1569,378)
body-paragraph: Τὰ οἰκονομικὰ ἐμβάσματα τῶν παλιννοστούντων, τὰ φοιτητικὰ καὶ αἱ συντάξεις, θὰ ἔπαι ἀρχίσουν ἀποστελλόμενα ὡς καὶ πρότερον. – Παράτασις ἀδειῶν εἰσαγωγῆς ἐξ Ἑλλάδος. ΠΟΙΑ ΤΑ ΚΥΡΙΑ ΣΗΜΕΙΑ ΤΗΣ ΣΥΜΦΩΝΙΑΣ Εἰς τὸ ἐπανακάμψαντα ἀπὸ τῆς Ἀσίας Πρόεδρον τοῦ, ὁ λαὸς τοῦ ἐν Καΐρω τοῦ ἐπεφύλαξεν ἀποδευτ· κὴν ὑποδοχήν. Οἱ χαιρετισμοί, αἱ ζητωκραυγαί, αἱ ἀδιάκοπαι διάτοροι ἐν τῇ πρωτευούσῃ τῆς ΗΑΔ πρὸς τὸν Ἡγέτην · Ἥλιον τοῦ Ἀραβισμοῦ, ἀπὸ ἑκατομμυρίων στομάτων τοῦ Λαϊκοῦ Πλήθους, ἦσαν συμπυκνωμένη φωνὴ τῶν 30 ἑκατομμυρίων πολιτῶν ἀπὸ τοῦ Νείλου μέχρι τοῦ Εὐφράτου. Ἡ πηγαία φωνὴ τοῦ Λαοῦ, ἡ ὀψομανὴ αἴνων θαυμασμοῦ, καὶ τὴν ἔκφρασιν εὐγνωμοσύνης καὶ ἀφοσιώσεως πρὸς τὸν «Ἀραβὰ Ἡρακλέα», τὸν Νικητὴν στάντα ἐπὶ τῶν πεδίων τῶν ἐνόπλων μαχῶν, δὲν καὶ τῶν πολιτικῶν ἀγώνων, τὸ οὗτο δὲ καὶ ἐπὶ τῆς πεδιάδος τῆς Κοινωνικῆς ἀναρθοποδήσεως. xyxy=(455,526,668,652)
masthead-center xyxy=(235,25,1381,209)
analekta-logo-icon: Α xyxy=(18,670,40,692)
photo-caption-1: Ὅπως διευθυντὴς τῆς Τ.W.A., ἔφθασε εἰς τὸ Κάϊρον προχτὲς καὶ παρέθεσε εἰς Νέα Ὑόρκης καὶ καταβίβασεν τὰ πράγματα τὰ Ἀνατολὴ. Ὁ Ὅμιλος ἔχει δι' ἀντιπρόσωπον αὐτοῦ εἰς Αἴγυπτον ὁ ὁποῖος ἔχει ἀναλάβει τὴν προώθησιν τοῦ τουρισμοῦ πρὸς τὴν χώραν. xyxy=(455,1256,935,1274)
body-paragraph: Ἀραβικὴ νότα ἐπεδόθη εἰς τὸ Ἀμερικανικὸν Ὑπουργεῖον τῶν Ἐξωτερικῶν Η ΥΠΟΘΕΣΙΣ ΤΗΣ «ΚΛΕΟΠΑΤΡΑΣ» ΑΠΟΤΕΛΕΙ ΣΙΩΝΙΣΤΙΚΗΝ ΠΛΕΚΤΑΝΗΝ τὸν τίτλον... «Αὐτοκράτωρ» τῶν Ἰνδιῶν! Εἰρηνικὴς κατακτητὴς ναὶ καρδιῶν περιοδεύσαν ἀνὰ τὰς δύο Ἰνδικὰς χώρας ὁ — τὴν Φιλοσοφίαν τοῦ «Μαχάτμα» τοῦ Ἀραδισμοῦ. Ἐκήρυξε τὰ ἐάγγυέλιον τοῦ Δικαίου, τῆς Εἰρήνης, τῆς ἐκσυγχρονίσεως τῆς Κοινωνικῆς προκοπῆς τῶν Λαῶν. xyxy=(1122,855,1336,915)
